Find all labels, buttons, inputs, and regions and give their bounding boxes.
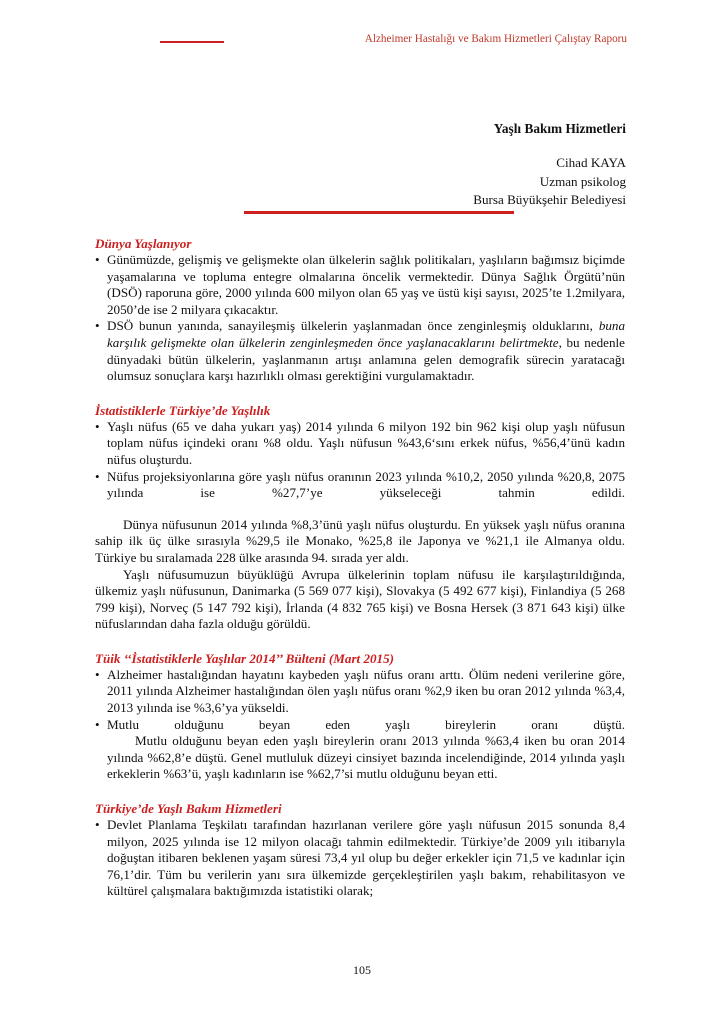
author-name: Cihad KAYA <box>556 155 626 170</box>
section-heading-tuik-bulletin: Tüik ‘‘İstatistiklerle Yaşlılar 2014’’ Bülteni (Mart 2015) <box>95 650 394 666</box>
header-rule <box>160 41 224 43</box>
list-item: • Devlet Planlama Teşkilatı tarafından hazırlanan verilere göre yaşlı nüfusun 2015 sonunda 8,4 milyon, 2025 yılında ise 12 milyon olacağı tahmin edilmektedir. Türkiye’de 2009 yılı itibarıyla doğuştan itibaren beklenen yaşam süresi 73,4 yıl olup bu değer erkekler için 71,5 ve kadınlar için 76,1’dir. Tüm bu verilerin yanı sıra ülkemizde gerçekleştirilen yaşlı bakım, rehabilitasyon ve kültürel çalışmalara baktığımızda istatistiki olarak; <box>95 817 625 900</box>
list-item: • Alzheimer hastalığından hayatını kaybeden yaşlı nüfus oranı arttı. Ölüm nedeni verilerine göre, 2011 yılında Alzheimer hastalığından ölen yaşlı nüfus oranı %2,9 iken bu oran 2012 yılında %3,4, 2013 yılında ise %3,6’ya yükseldi. <box>95 667 625 717</box>
emphasis-text: buna karşılık gelişmekte olan ülkelerin zenginleşmeden önce yaşlanacaklarını belirtmekte <box>107 318 625 350</box>
list-item: • Yaşlı nüfus (65 ve daha yukarı yaş) 2014 yılında 6 milyon 192 bin 962 kişi olup yaşlı nüfusun toplam nüfus içindeki oranı %8 oldu. Yaşlı nüfusun %43,6‘sını erkek nüfus, %56,4’ünü kadın nüfus oluşturdu. <box>95 419 625 469</box>
section-heading-world-aging: Dünya Yaşlanıyor <box>95 236 192 251</box>
title-separator <box>244 211 514 214</box>
section-2-list <box>95 419 625 502</box>
author-role: Uzman psikolog <box>539 173 626 189</box>
page-number: 105 <box>353 963 371 977</box>
paper-title: Yaşlı Bakım Hizmetleri <box>493 121 626 136</box>
author-org: Bursa Büyükşehir Belediyesi <box>473 192 626 207</box>
body-paragraph: Mutlu olduğunu beyan eden yaşlı bireylerin oranı 2013 yılında %63,4 iken bu oran 2014 yılında %62,8’e düştü. Genel mutluluk düzeyi cinsiyet bazında incelendiğinde, 2014 yılında yaşlı erkeklerin %63’ü, yaşlı kadınların ise %62,7’si mutlu olduğunu beyan etti. <box>107 733 625 782</box>
main-content <box>95 235 625 900</box>
section-heading-care-services: Türkiye’de Yaşlı Bakım Hizmetleri <box>95 801 282 817</box>
body-paragraph: Yaşlı nüfusumuzun büyüklüğü Avrupa ülkelerinin toplam nüfusu ile karşılaştırıldığında, ülkemiz yaşlı nüfusunun, Danimarka (5 569 077 kişi), Slovakya (5 492 677 kişi), Finlandiya (5 268 799 kişi), Norveç (5 147 792 kişi), İrlanda (4 832 765 kişi) ve Bosna Hersek (3 871 643 kişi) ülke nüfuslarından daha fazla olduğu görüldü. <box>95 566 625 632</box>
list-item: • Mutlu olduğunu beyan eden yaşlı bireylerin oranı düştü. <box>95 717 625 734</box>
section-3-list <box>95 667 625 733</box>
running-header: Alzheimer Hastalığı ve Bakım Hizmetleri Çalıştay Raporu <box>364 33 627 45</box>
body-paragraph: Dünya nüfusunun 2014 yılında %8,3’ünü yaşlı nüfus oluşturdu. En yüksek yaşlı nüfus oranına sahip ilk üç ülke sırasıyla %29,5 ile Monako, %25,8 ile Japonya ve %21,1 ile Almanya oldu. Türkiye bu sıralamada 228 ülke arasında 94. sırada yer aldı. <box>95 516 625 565</box>
list-item: • Günümüzde, gelişmiş ve gelişmekte olan ülkelerin sağlık politikaları, yaşlıların bağımsız biçimde yaşamalarına ve topluma entegre olmalarına öncelik vermektedir. Dünya Sağlık Örgütü’nün (DSÖ) raporuna göre, 2000 yılında 600 milyon olan 65 yaş ve üstü kişi sayısı, 2025’te 1.2milyara, 2050’de ise 2 milyara çıkacaktır. <box>95 252 625 318</box>
section-1-list <box>95 252 625 385</box>
list-item: • Nüfus projeksiyonlarına göre yaşlı nüfus oranının 2023 yılında %10,2, 2050 yılında %20,8, 2075 yılında ise %27,7’ye yükseleceği tahmin edildi. <box>95 469 625 502</box>
section-heading-turkey-stats: İstatistiklerle Türkiye’de Yaşlılık <box>95 402 271 418</box>
text-run: , bu nedenle dünyadaki bütün ülkelerin, yaşlanmanın artışı anlamına gelen demografik sürecin yaratacağı olumsuz sonuçlara karşı hazırlıklı olması gerektiğini vurgulamaktadır. <box>107 334 625 384</box>
section-4-list <box>95 817 625 900</box>
list-item <box>95 318 625 384</box>
text-run: DSÖ bunun yanında, sanayileşmiş ülkelerin yaşlanmadan önce zenginleşmiş olduklarını, <box>107 318 593 334</box>
author-block <box>473 154 626 210</box>
